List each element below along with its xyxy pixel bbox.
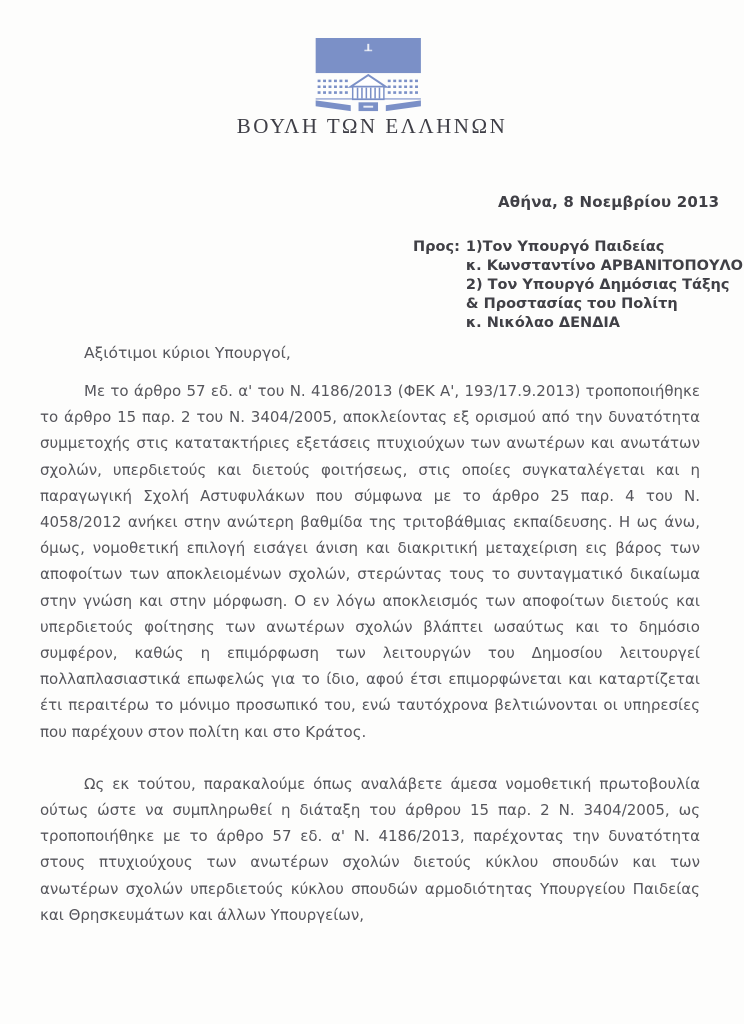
recipient-line: κ. Κωνσταντίνο ΑΡΒΑΝΙΤΟΠΟΥΛΟ (465, 258, 744, 274)
letter-body (40, 378, 700, 954)
salutation: Αξιότιμοι κύριοι Υπουργοί, (84, 344, 291, 362)
date-line: Αθήνα, 8 Νοεμβρίου 2013 (498, 193, 720, 211)
recipients-to-label: Προς: (413, 239, 460, 255)
org-title: ΒΟΥΛΗ ΤΩΝ ΕΛΛΗΝΩΝ (236, 114, 508, 138)
recipient-line: κ. Νικόλαο ΔΕΝΔΙΑ (465, 315, 621, 331)
recipients-lines (466, 238, 743, 333)
recipient-line: 2) Τον Υπουργό Δημόσιας Τάξης (465, 277, 730, 293)
body-paragraph-1: Με το άρθρο 57 εδ. α' του Ν. 4186/2013 (ΦΕΚ Α', 193/17.9.2013) τροποποιήθηκε το άρθρο 15 παρ. 2 του Ν. 3404/2005, αποκλείοντας εξ ορισμού από την δυνατότητα συμμετοχής στις κατατακτήριες εξετάσεις πτυχιούχων των ανωτέρων και ανωτάτων σχολών, υπερδιετούς και διετούς φοιτήσεως, στις οποίες συγκαταλέγεται και η παραγωγική Σχολή Αστυφυλάκων που σύμφωνα με το άρθρο 25 παρ. 4 του Ν. 4058/2012 ανήκει στην ανώτερη βαθμίδα της τριτοβάθμιας εκπαίδευσης. Η ως άνω, όμως, νομοθετική επιλογή εισάγει άνιση και διακριτική μεταχείριση εις βάρος των αποφοίτων των αποκλειομένων σχολών, στερώντας τους το συνταγματικό δικαίωμα στην γνώση και στην μόρφωση. Ο εν λόγω αποκλεισμός των αποφοίτων διετούς και υπερδιετούς φοίτησης των ανωτέρων σχολών βλάπτει ωσαύτως και το δημόσιο συμφέρον, καθώς η επιμόρφωση των λειτουργών του Δημοσίου λειτουργεί πολλαπλασιαστικά επωφελώς για το ίδιο, αφού έτσι επιμορφώνεται και καταρτίζεται έτι περαιτέρω το μόνιμο προσωπικό του, ενώ ταυτόχρονα βελτιώνονται οι υπηρεσίες που παρέχουν στον πολίτη και στο Κράτος. (40, 382, 700, 741)
body-paragraph-2: Ως εκ τούτου, παρακαλούμε όπως αναλάβετε άμεσα νομοθετική πρωτοβουλία ούτως ώστε να συμπληρωθεί η διάταξη του άρθρου 15 παρ. 2 Ν. 3404/2005, ως τροποποιήθηκε με το άρθρο 57 εδ. α' Ν. 4186/2013, παρέχοντας την δυνατότητα στους πτυχιούχους των ανωτέρων σχολών διετούς κύκλου σπουδών και των ανωτέρων σχολών υπερδιετούς κύκλου σπουδών αρμοδιότητας Υπουργείου Παιδείας και Θρησκευμάτων και άλλων Υπουργείων, (40, 774, 700, 924)
recipient-line: & Προστασίας του Πολίτη (465, 296, 678, 312)
recipient-line: 1)Τον Υπουργό Παιδείας (465, 239, 665, 255)
recipients-block (413, 238, 743, 333)
hellenic-parliament-building-icon (306, 38, 430, 114)
